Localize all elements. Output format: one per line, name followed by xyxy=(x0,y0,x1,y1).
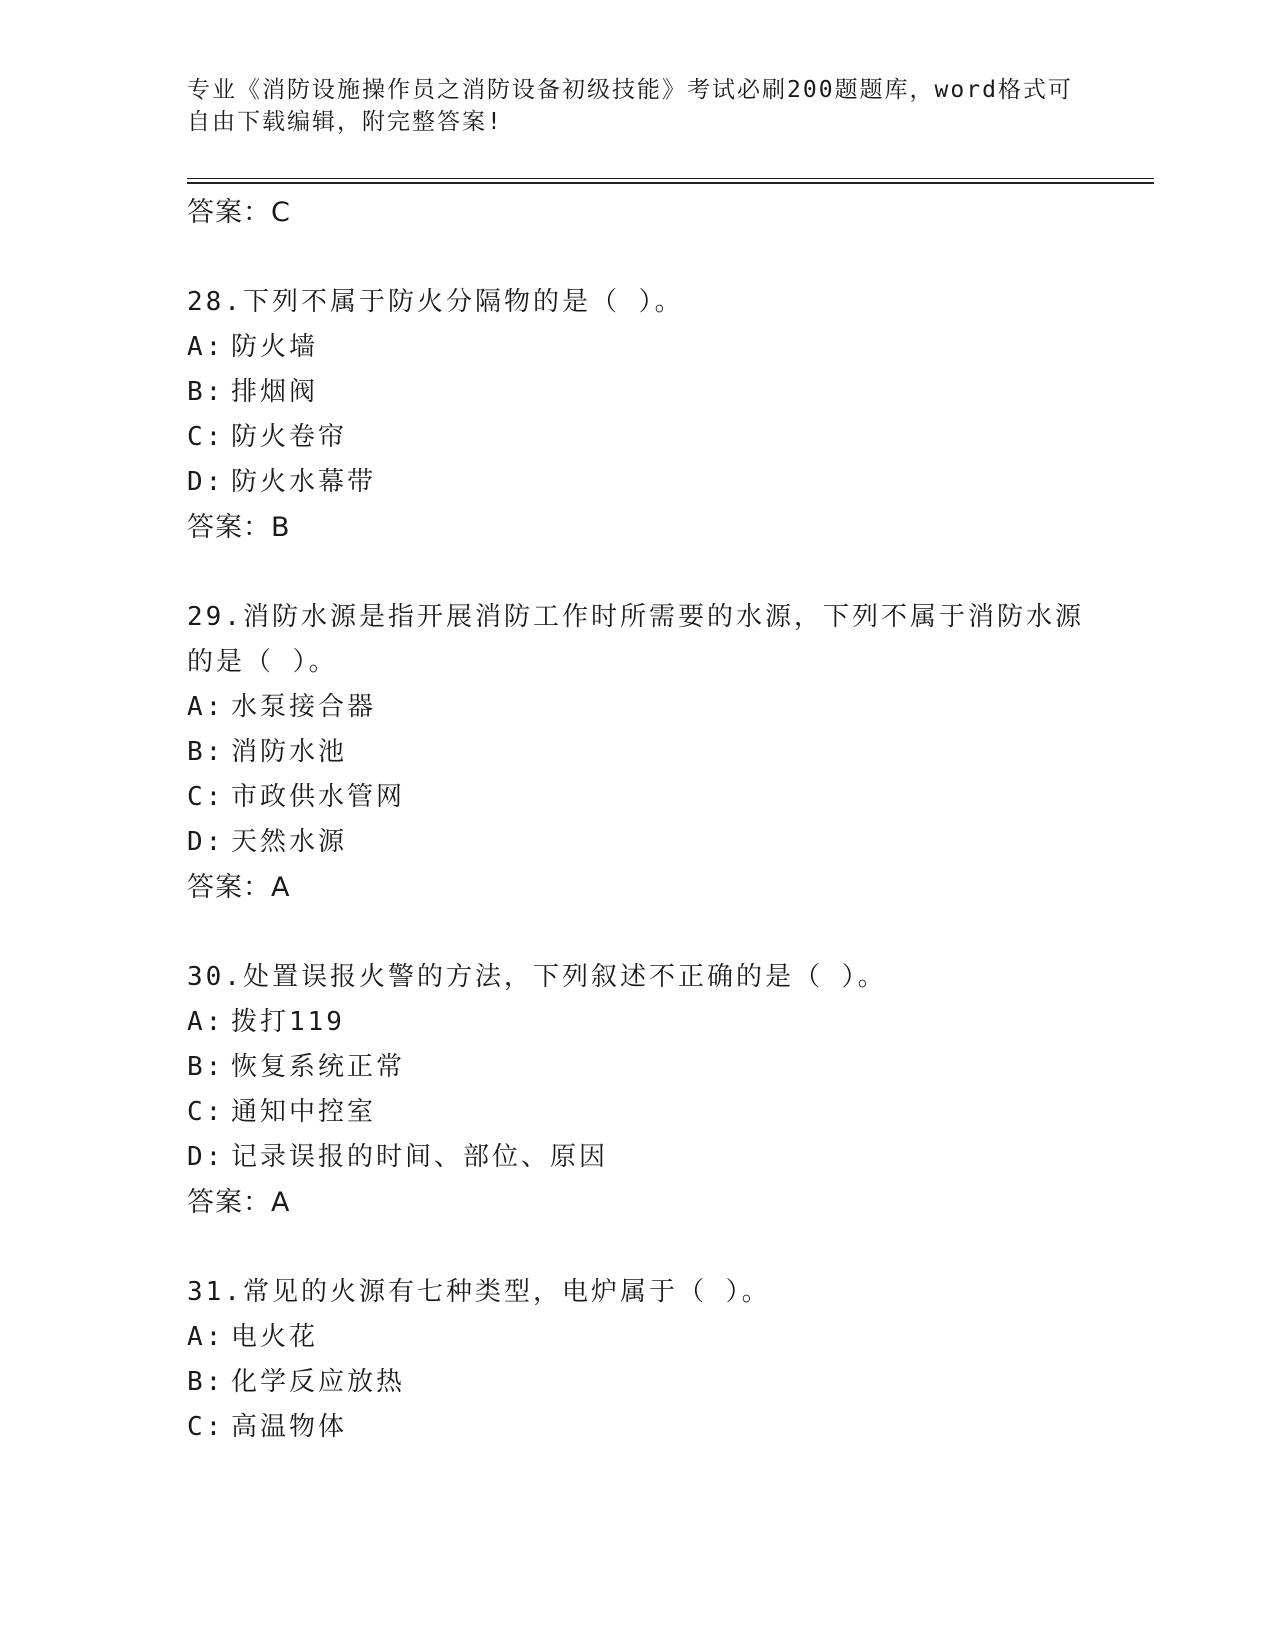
option-text: 市政供水管网 xyxy=(231,782,406,812)
question-text xyxy=(187,955,1147,1000)
spacer xyxy=(187,1225,1147,1270)
question-text xyxy=(187,1270,1147,1315)
answer-line: 答案：A xyxy=(187,872,291,903)
option-text: 防火卷帘 xyxy=(231,422,348,452)
question-line: 30.处置误报火警的方法，下列叙述不正确的是（ ）。 xyxy=(187,962,887,992)
option-a xyxy=(187,1315,1147,1360)
question-text xyxy=(187,595,1147,685)
option-key: A: xyxy=(187,692,225,722)
option-d xyxy=(187,820,1147,865)
option-a xyxy=(187,1000,1147,1045)
option-d xyxy=(187,1135,1147,1180)
option-text: 天然水源 xyxy=(231,827,348,857)
option-text: 防火水幕带 xyxy=(231,467,377,497)
option-key: C: xyxy=(187,782,225,812)
question-block xyxy=(187,955,1147,1225)
option-key: B: xyxy=(187,1367,225,1397)
spacer xyxy=(187,910,1147,955)
question-line: 31.常见的火源有七种类型，电炉属于（ ）。 xyxy=(187,1277,771,1307)
option-a xyxy=(187,685,1147,730)
header-divider-thin xyxy=(187,178,1154,179)
option-key: A: xyxy=(187,332,225,362)
option-key: B: xyxy=(187,1052,225,1082)
previous-answer: 答案：C xyxy=(187,197,291,228)
option-text: 高温物体 xyxy=(231,1412,348,1442)
page-header xyxy=(187,74,1087,138)
question-block xyxy=(187,280,1147,550)
option-a xyxy=(187,325,1147,370)
option-key: D: xyxy=(187,1142,225,1172)
option-key: B: xyxy=(187,737,225,767)
option-c xyxy=(187,1090,1147,1135)
answer-line: 答案：A xyxy=(187,1187,291,1218)
option-key: B: xyxy=(187,377,225,407)
option-key: A: xyxy=(187,1322,225,1352)
header-divider-thick xyxy=(187,182,1154,184)
question-text xyxy=(187,280,1147,325)
option-c xyxy=(187,415,1147,460)
option-b xyxy=(187,730,1147,775)
question-line: 的是（ ）。 xyxy=(187,647,338,677)
header-line-2: 自由下载编辑，附完整答案! xyxy=(187,109,503,135)
option-b xyxy=(187,370,1147,415)
option-text: 恢复系统正常 xyxy=(231,1052,406,1082)
option-key: C: xyxy=(187,1097,225,1127)
option-text: 记录误报的时间、部位、原因 xyxy=(231,1142,609,1172)
spacer xyxy=(187,235,1147,280)
option-text: 防火墙 xyxy=(231,332,319,362)
option-c xyxy=(187,1405,1147,1450)
option-text: 通知中控室 xyxy=(231,1097,377,1127)
option-text: 排烟阀 xyxy=(231,377,319,407)
option-text: 电火花 xyxy=(231,1322,319,1352)
option-key: C: xyxy=(187,1412,225,1442)
header-line-1: 专业《消防设施操作员之消防设备初级技能》考试必刷200题题库，word格式可 xyxy=(187,77,1073,103)
option-text: 水泵接合器 xyxy=(231,692,377,722)
question-block xyxy=(187,595,1147,910)
spacer xyxy=(187,550,1147,595)
question-line: 28.下列不属于防火分隔物的是（ ）。 xyxy=(187,287,684,317)
question-block xyxy=(187,1270,1147,1450)
option-b xyxy=(187,1360,1147,1405)
option-d xyxy=(187,460,1147,505)
question-list xyxy=(187,190,1147,1450)
option-b xyxy=(187,1045,1147,1090)
option-key: D: xyxy=(187,827,225,857)
option-text: 消防水池 xyxy=(231,737,348,767)
option-key: D: xyxy=(187,467,225,497)
option-key: C: xyxy=(187,422,225,452)
option-key: A: xyxy=(187,1007,225,1037)
question-line: 29.消防水源是指开展消防工作时所需要的水源，下列不属于消防水源 xyxy=(187,602,1084,632)
answer-line: 答案：B xyxy=(187,512,291,543)
option-c xyxy=(187,775,1147,820)
option-text: 拨打119 xyxy=(231,1007,345,1037)
option-text: 化学反应放热 xyxy=(231,1367,406,1397)
